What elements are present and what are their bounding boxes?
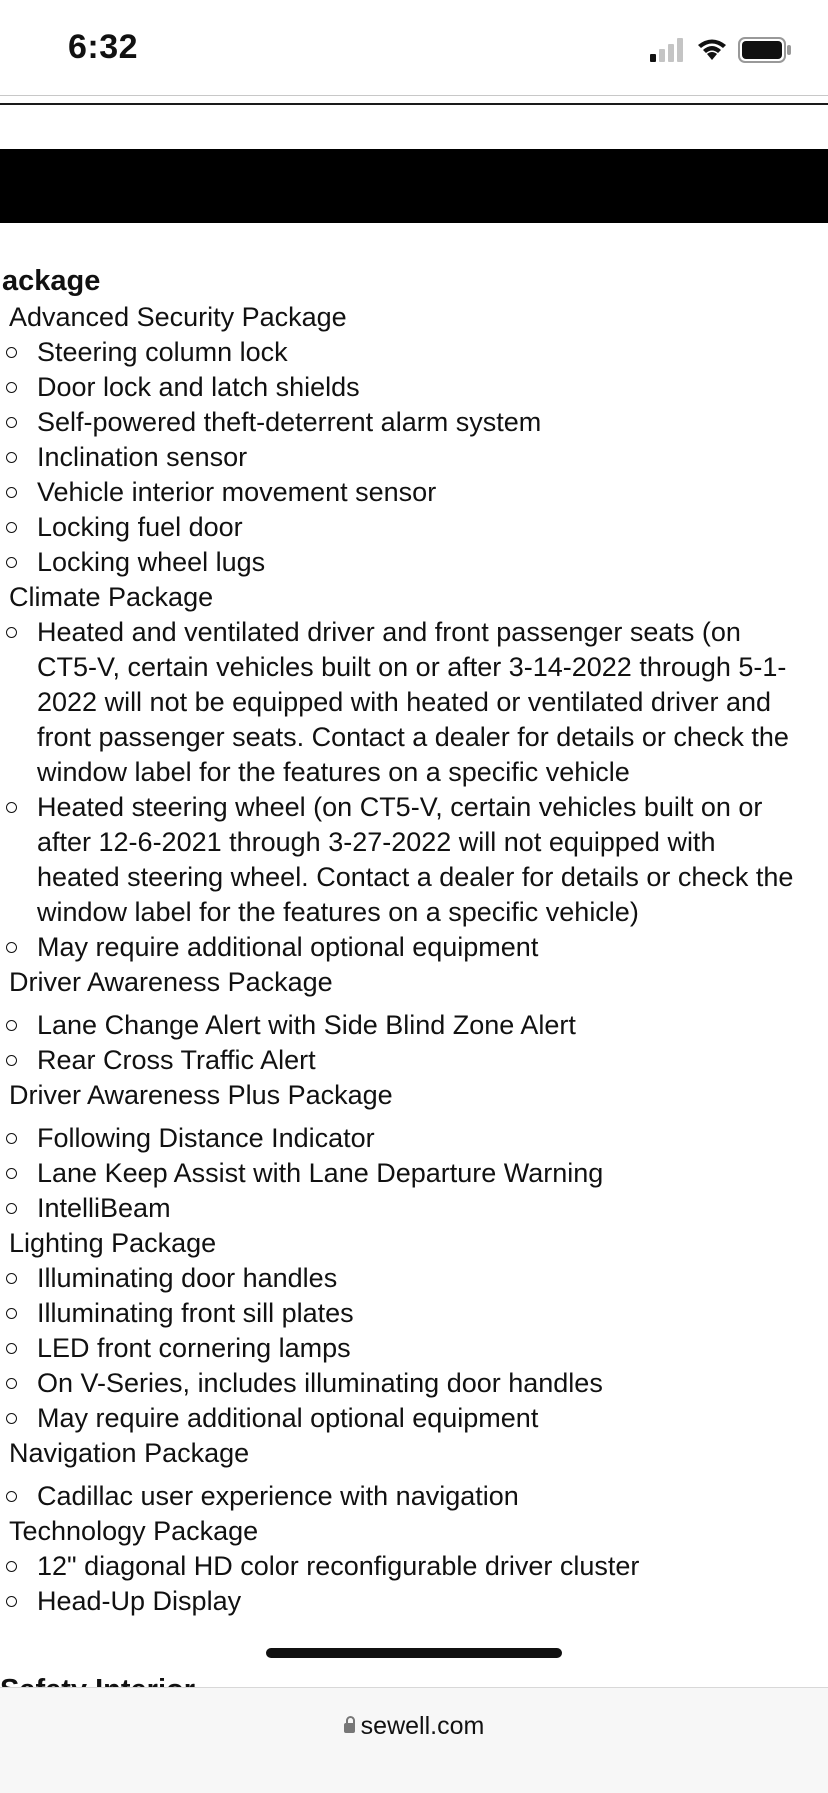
bullet-icon: [6, 1273, 17, 1284]
package-item: [0, 1191, 828, 1226]
package-title: Driver Awareness Plus Package: [9, 1080, 393, 1110]
home-indicator[interactable]: [266, 1648, 562, 1658]
package-item: [0, 440, 828, 475]
package-item-text: Self-powered theft-deterrent alarm system: [37, 407, 542, 437]
package-item-text: On V-Series, includes illuminating door handles: [37, 1368, 603, 1398]
bullet-icon: [6, 1308, 17, 1319]
package-item-text: May require additional optional equipment: [37, 932, 539, 962]
section-heading: ackage: [2, 265, 101, 297]
package-item-text: Cadillac user experience with navigation: [37, 1481, 519, 1511]
package-item-text: Illuminating front sill plates: [37, 1298, 354, 1328]
browser-bottom-bar: [0, 1687, 828, 1793]
package-item-text: LED front cornering lamps: [37, 1333, 351, 1363]
wifi-icon: [696, 38, 728, 62]
package-item: [0, 1296, 828, 1331]
package-item-text: Vehicle interior movement sensor: [37, 477, 437, 507]
package-item-text: Lane Keep Assist with Lane Departure Warning: [37, 1158, 604, 1188]
bullet-icon: [6, 1203, 17, 1214]
bullet-icon: [6, 1596, 17, 1607]
bullet-icon: [6, 1343, 17, 1354]
package-item: [0, 615, 828, 790]
package-item-text: Locking fuel door: [37, 512, 243, 542]
bullet-icon: [6, 1561, 17, 1572]
bullet-icon: [6, 417, 17, 428]
status-bar: [0, 0, 828, 96]
package-item: [0, 1043, 828, 1078]
cellular-signal-icon: [650, 38, 686, 62]
package-item-text: May require additional optional equipment: [37, 1403, 539, 1433]
bullet-icon: [6, 1413, 17, 1424]
package-item: [0, 790, 828, 930]
bullet-icon: [6, 627, 17, 638]
url-text: sewell.com: [360, 1712, 485, 1740]
package-item-text: Steering column lock: [37, 337, 288, 367]
divider-dark: [0, 103, 828, 105]
bullet-icon: [6, 1020, 17, 1031]
package-title: Navigation Package: [9, 1438, 250, 1468]
black-banner: [0, 149, 828, 223]
bullet-icon: [6, 452, 17, 463]
package-item: [0, 1479, 828, 1514]
bullet-icon: [6, 1168, 17, 1179]
package-title: Technology Package: [9, 1516, 259, 1546]
packages-container: [0, 300, 828, 1619]
battery-icon: [738, 37, 792, 63]
package-item-text: Rear Cross Traffic Alert: [37, 1045, 316, 1075]
bullet-icon: [6, 487, 17, 498]
package-item: [0, 1584, 828, 1619]
package-item-text: Lane Change Alert with Side Blind Zone Alert: [37, 1010, 576, 1040]
package-item-text: 12" diagonal HD color reconfigurable driver cluster: [37, 1551, 640, 1581]
package-item-text: IntelliBeam: [37, 1193, 171, 1223]
package-title: Advanced Security Package: [9, 302, 347, 332]
package-item-text: Following Distance Indicator: [37, 1123, 375, 1153]
package-item: [0, 405, 828, 440]
bullet-icon: [6, 802, 17, 813]
status-icons: [650, 36, 792, 64]
bullet-icon: [6, 522, 17, 533]
divider-thin: [0, 95, 828, 96]
package-item: [0, 335, 828, 370]
package-title: Driver Awareness Package: [9, 967, 333, 997]
package-item: [0, 1331, 828, 1366]
package-item-text: Inclination sensor: [37, 442, 248, 472]
bullet-icon: [6, 557, 17, 568]
package-item: [0, 1156, 828, 1191]
bullet-icon: [6, 1491, 17, 1502]
package-item: [0, 1008, 828, 1043]
bullet-icon: [6, 1133, 17, 1144]
bullet-icon: [6, 347, 17, 358]
bullet-icon: [6, 942, 17, 953]
package-title: Lighting Package: [9, 1228, 217, 1258]
package-item-text: Door lock and latch shields: [37, 372, 360, 402]
package-item: [0, 475, 828, 510]
cut-off-heading: [0, 1674, 828, 1684]
package-item: [0, 1366, 828, 1401]
package-item: [0, 1261, 828, 1296]
package-item: [0, 545, 828, 580]
address-bar[interactable]: [0, 1712, 828, 1741]
package-title: Climate Package: [9, 582, 214, 612]
package-item: [0, 930, 828, 965]
bullet-icon: [6, 1378, 17, 1389]
package-item-text: Heated and ventilated driver and front passenger seats (on CT5-V, certain vehicles built on or after 3-14-2022 through 5-1-2022 will not be equipped with heated or ventilated driver and front passenger seats. Contact a dealer for details or check the window label for the features on a specific vehicle: [37, 617, 789, 787]
bullet-icon: [6, 1055, 17, 1066]
bullet-icon: [6, 382, 17, 393]
status-time: 6:32: [68, 28, 139, 66]
package-item-text: Heated steering wheel (on CT5-V, certain vehicles built on or after 12-6-2021 through 3-27-2022 will not equipped with heated steering wheel. Contact a dealer for details or check the window label for the features on a specific vehicle): [37, 792, 794, 927]
package-item-text: Head-Up Display: [37, 1586, 242, 1616]
package-item: [0, 510, 828, 545]
package-item: [0, 1401, 828, 1436]
package-item: [0, 1549, 828, 1584]
package-item: [0, 1121, 828, 1156]
package-item-text: Illuminating door handles: [37, 1263, 338, 1293]
lock-icon: [344, 1723, 355, 1733]
package-item-text: Locking wheel lugs: [37, 547, 266, 577]
package-list: [0, 262, 828, 1619]
package-item: [0, 370, 828, 405]
